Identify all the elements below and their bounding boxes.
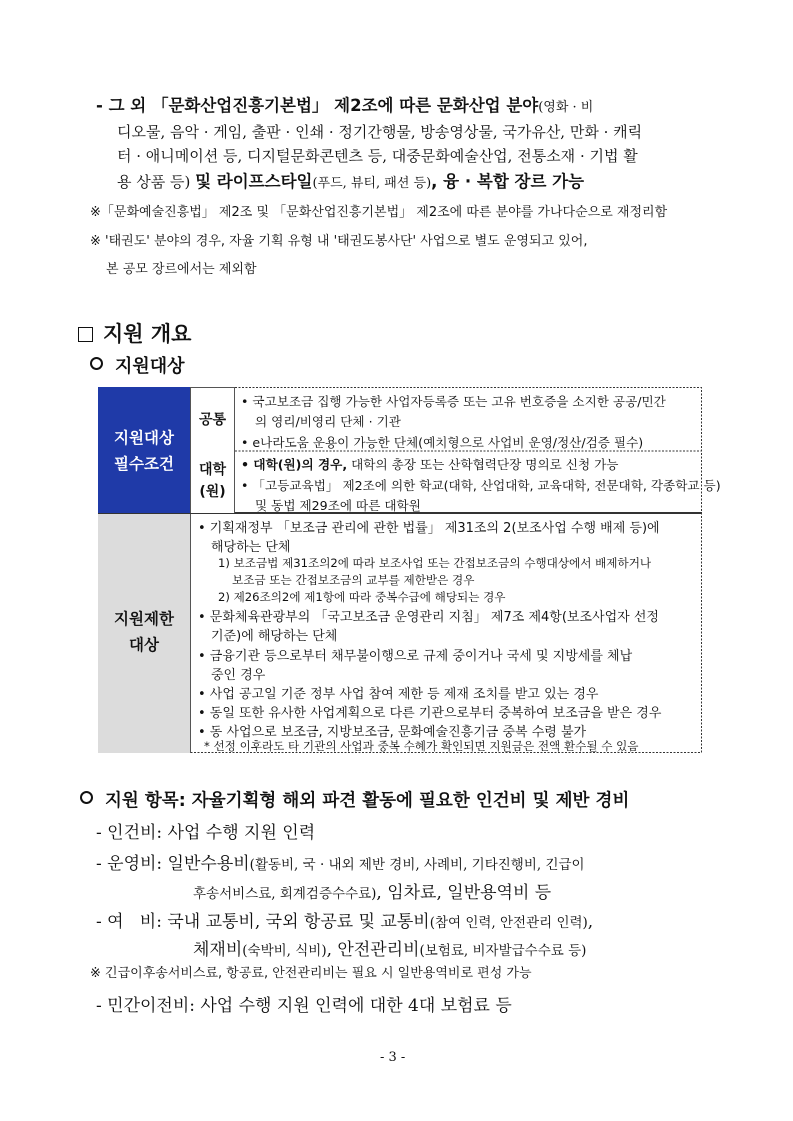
univ-cond-1 (241, 454, 618, 473)
common-cond-1: • 국고보조금 집행 가능한 사업자등록증 또는 고유 번호증을 소지한 공공/민간 (241, 394, 666, 409)
item-travel-detail: (참여 인력, 안전관리 인력) (429, 915, 588, 931)
common-cond-1-cont: 의 영리/비영리 단체 · 기관 (255, 414, 401, 429)
lifestyle-examples: (푸드, 뷰티, 패션 등) (312, 176, 432, 191)
restrict-3: • 금융기관 등으로부터 채무불이행으로 규제 중이거나 국세 및 지방세를 체납 (198, 649, 633, 664)
univ-cond-1-bold: • 대학(원)의 경우, (241, 457, 348, 472)
restrict-7: * 선정 이후라도 타 기관의 사업과 중복 수혜가 확인되면 지원금은 전액 환수될 수 있음 (204, 739, 639, 753)
item-operation-main: 일반수용비 (167, 854, 250, 874)
restriction-header-line1: 지원제한 (114, 610, 174, 628)
item-operation (96, 849, 585, 874)
restrict-4: • 사업 공고일 기준 정부 사업 참여 제한 등 제재 조치를 받고 있는 경우 (198, 687, 599, 702)
square-bullet-icon (78, 327, 93, 342)
page-number: - 3 - (380, 1050, 406, 1065)
items-heading (80, 787, 629, 812)
genre-heading: 그 외 「문화산업진흥기본법」 제2조에 따른 문화산업 분야 (108, 96, 539, 115)
circle-bullet-icon (90, 357, 103, 370)
restrict-2: • 문화체육관광부의 「국고보조금 운영관리 지침」 제7조 제4항(보조사업자 선정 (198, 610, 659, 625)
subsection-target-text: 지원대상 (115, 356, 185, 377)
restrict-1: • 기획재정부 「보조금 관리에 관한 법률」 제31조의 2(보조사업 수행 배제 등)에 (198, 521, 660, 536)
item-operation-detail: (활동비, 국 · 내외 제반 경비, 사례비, 기타진행비, 긴급이 (249, 857, 585, 873)
items-note: ※ 긴급이후송서비스료, 항공료, 안전관리비는 필요 시 일반용역비로 편성 가능 (90, 966, 532, 981)
item-operation-detail-cont: 후송서비스료, 회계검증수수료) (193, 886, 377, 902)
item-travel-main: 국내 교통비, 국외 항공료 및 교통비 (167, 912, 430, 932)
column-divider (190, 514, 191, 753)
restrict-1-sub1-cont: 보조금 또는 간접보조금의 교부를 제한받은 경우 (232, 573, 475, 587)
item-travel-label: - 여 비: (96, 912, 168, 932)
item-safety: , 안전관리비 (326, 940, 420, 960)
subsection-target (90, 352, 185, 378)
required-conditions-header (98, 387, 190, 513)
restriction-header-line2: 대상 (129, 636, 159, 654)
intro-line-3: 터 · 애니메이션 등, 디지털문화콘텐츠 등, 대중문화예술산업, 전통소재 · 기법 활 (117, 147, 638, 165)
section-title (78, 318, 191, 348)
lifestyle-text: 및 라이프스타일 (195, 172, 313, 191)
item-safety-detail: (보험료, 비자발급수수료 등) (419, 943, 587, 959)
item-operation-label: - 운영비: (96, 854, 168, 874)
restrict-2-cont: 기준)에 해당하는 단체 (211, 629, 338, 644)
item-operation-rest: , 임차료, 일반용역비 등 (376, 883, 552, 903)
common-cond-2: • e나라도움 운용이 가능한 단체(예치형으로 사업비 운영/정산/검증 필수) (241, 435, 644, 450)
univ-cond-1-rest: 대학의 총장 또는 산학협력단장 명의로 신청 가능 (347, 457, 619, 472)
note-taekwondo-cont: 본 공모 장르에서는 제외함 (106, 262, 257, 277)
items-heading-text: 지원 항목: 자율기획형 해외 파견 활동에 필요한 인건비 및 제반 경비 (105, 791, 630, 811)
restrict-1-sub2: 2) 제26조의2에 제1항에 따라 중복수급에 해당되는 경우 (218, 590, 506, 604)
item-labor: - 인건비: 사업 수행 지원 인력 (96, 823, 316, 843)
genre-list-start: (영화 · 비 (538, 100, 594, 115)
restrict-3-cont: 중인 경우 (211, 668, 266, 683)
dash-marker: - (96, 96, 109, 115)
university-label-line1: 대학 (198, 462, 227, 478)
university-label-line2: (원) (199, 484, 226, 500)
note-taekwondo: ※ '태권도' 분야의 경우, 자율 기획 유형 내 '태권도봉사단' 사업으로 별도 운영되고 있어, (90, 234, 588, 249)
item-lodging-detail: (숙박비, 식비) (242, 943, 327, 959)
required-header-line1: 지원대상 (114, 429, 174, 447)
univ-cond-2: • 「고등교육법」 제2조에 의한 학교(대학, 산업대학, 교육대학, 전문대학, 각종학교 등) (241, 478, 721, 493)
eligibility-table (98, 387, 721, 753)
required-header-line2: 필수조건 (114, 455, 174, 473)
intro-line-4 (117, 168, 584, 192)
item-travel-cont (193, 935, 586, 960)
university-label (190, 451, 235, 513)
restrict-1-sub1: 1) 보조금법 제31조의2에 따라 보조사업 또는 간접보조금의 수행대상에서 배제하거나 (218, 556, 652, 570)
fusion-genre-text: , 융 · 복합 장르 가능 (431, 172, 585, 191)
intro-line-2: 디오물, 음악 · 게임, 출판 · 인쇄 · 정기간행물, 방송영상물, 국가유산, 만화 · 캐릭 (117, 123, 643, 141)
restrict-5: • 동일 또한 유사한 사업계획으로 다른 기관으로부터 중복하여 보조금을 받은 경우 (198, 706, 662, 721)
genre-list-end: 용 상품 등) (117, 173, 196, 191)
item-travel-comma: , (587, 912, 594, 932)
restrict-1-cont: 해당하는 단체 (211, 540, 291, 555)
note-reorder: ※「문화예술진흥법」 제2조 및 「문화산업진흥기본법」 제2조에 따른 분야를 가나다순으로 재정리함 (90, 205, 668, 220)
circle-bullet-icon (80, 791, 93, 804)
restriction-header (98, 514, 190, 753)
item-private-transfer: - 민간이전비: 사업 수행 지원 인력에 대한 4대 보험료 등 (96, 996, 512, 1016)
univ-cond-2-cont: 및 동법 제29조에 따른 대학원 (255, 498, 421, 513)
item-travel (96, 907, 593, 932)
item-lodging: 체재비 (193, 940, 243, 960)
common-label: 공통 (190, 387, 235, 451)
item-operation-cont (193, 878, 551, 903)
section-title-text: 지원 개요 (103, 322, 192, 346)
restrict-6: • 동 사업으로 보조금, 지방보조금, 문화예술진흥기금 중복 수령 불가 (198, 725, 587, 740)
intro-line-1 (96, 92, 593, 116)
